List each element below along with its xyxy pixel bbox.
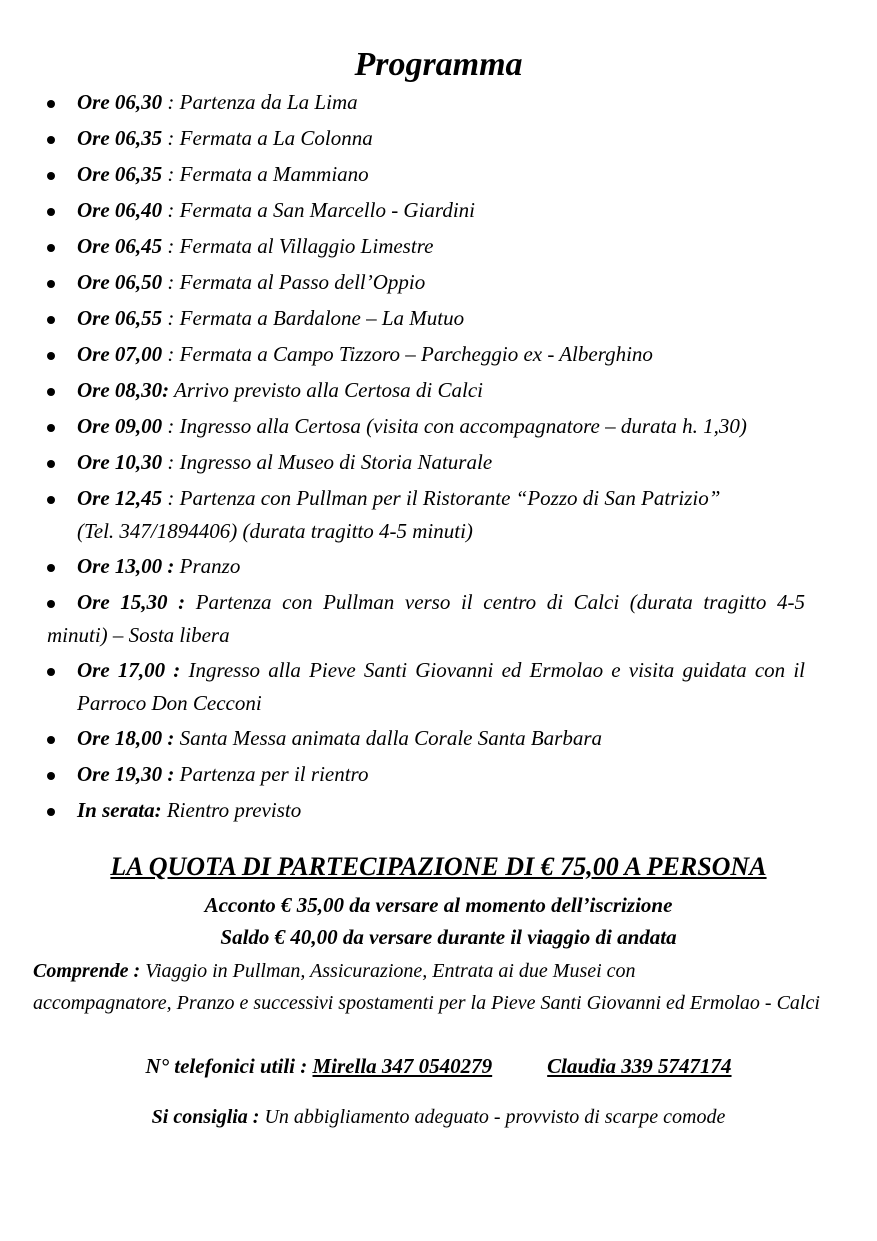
schedule-text-continued: Parroco Don Cecconi	[77, 691, 262, 715]
bullet-icon	[47, 772, 55, 780]
schedule-line	[77, 654, 805, 687]
schedule-item	[0, 482, 877, 550]
phone-contact-mirella: Mirella 347 0540279	[312, 1054, 493, 1078]
schedule-item	[0, 446, 877, 482]
schedule-list	[0, 86, 877, 830]
schedule-time: Ore 12,45	[77, 486, 163, 510]
schedule-separator: :	[162, 162, 180, 186]
schedule-text: Pranzo	[179, 554, 241, 578]
schedule-separator: :	[162, 450, 180, 474]
schedule-text: Ingresso alla Certosa (visita con accompagnatore – durata h. 1,30)	[179, 414, 747, 438]
schedule-item	[0, 722, 877, 758]
bullet-icon	[47, 600, 55, 608]
bullet-icon	[47, 352, 55, 360]
schedule-text: Fermata a San Marcello - Giardini	[179, 198, 475, 222]
schedule-item	[0, 410, 877, 446]
schedule-item	[0, 122, 877, 158]
schedule-text: Fermata a Bardalone – La Mutuo	[179, 306, 465, 330]
schedule-time: Ore 09,00	[77, 414, 163, 438]
balance-line: Saldo € 40,00 da versare durante il viaggio di andata	[220, 925, 677, 949]
bullet-icon	[47, 172, 55, 180]
schedule-separator: :	[162, 306, 180, 330]
schedule-separator: :	[162, 198, 180, 222]
schedule-time: Ore 19,30 :	[77, 762, 175, 786]
bullet-icon	[47, 668, 55, 676]
schedule-time: Ore 06,50	[77, 270, 163, 294]
schedule-time: Ore 06,30	[77, 90, 163, 114]
includes-text-line2: accompagnatore, Pranzo e successivi spostamenti per la Pieve Santi Giovanni ed Ermolao - Calci	[33, 992, 820, 1014]
includes-text-line1: Viaggio in Pullman, Assicurazione, Entrata ai due Musei con	[145, 960, 636, 982]
schedule-time: Ore 13,00 :	[77, 554, 175, 578]
schedule-item	[0, 230, 877, 266]
schedule-time: In serata:	[77, 798, 162, 822]
schedule-separator: :	[162, 342, 180, 366]
phone-label: N° telefonici utili :	[145, 1054, 308, 1078]
phone-numbers	[0, 1051, 877, 1081]
schedule-item	[0, 758, 877, 794]
schedule-item	[0, 86, 877, 122]
schedule-time: Ore 17,00 :	[77, 658, 181, 682]
bullet-icon	[47, 100, 55, 108]
schedule-separator: :	[162, 126, 180, 150]
schedule-text: Rientro previsto	[166, 798, 302, 822]
advice-line	[0, 1102, 877, 1132]
bullet-icon	[47, 564, 55, 572]
schedule-time: Ore 07,00	[77, 342, 163, 366]
schedule-item	[0, 266, 877, 302]
schedule-item	[0, 374, 877, 410]
schedule-separator: :	[162, 270, 180, 294]
schedule-time: Ore 06,35	[77, 126, 163, 150]
schedule-item	[0, 194, 877, 230]
schedule-item	[0, 586, 877, 654]
schedule-line	[47, 586, 805, 619]
schedule-item	[0, 158, 877, 194]
schedule-time: Ore 06,40	[77, 198, 163, 222]
schedule-item	[0, 794, 877, 830]
schedule-item	[0, 654, 877, 722]
schedule-text: Partenza da La Lima	[179, 90, 358, 114]
page-title: Programma	[354, 46, 523, 83]
schedule-time: Ore 06,35	[77, 162, 163, 186]
bullet-icon	[47, 496, 55, 504]
schedule-text: Ingresso alla Pieve Santi Giovanni ed Ermolao e visita guidata con il	[188, 658, 805, 682]
schedule-text: Santa Messa animata dalla Corale Santa Barbara	[179, 726, 602, 750]
schedule-time: Ore 18,00 :	[77, 726, 175, 750]
schedule-text: Fermata al Villaggio Limestre	[179, 234, 434, 258]
schedule-item	[0, 338, 877, 374]
schedule-item	[0, 550, 877, 586]
schedule-time: Ore 15,30 :	[77, 590, 186, 614]
deposit-line: Acconto € 35,00 da versare al momento dell’iscrizione	[204, 893, 673, 917]
schedule-text: Partenza con Pullman per il Ristorante “Pozzo di San Patrizio”	[179, 486, 721, 510]
bullet-icon	[47, 316, 55, 324]
schedule-item	[0, 302, 877, 338]
schedule-time: Ore 08,30:	[77, 378, 170, 402]
advice-label: Si consiglia :	[151, 1106, 260, 1128]
schedule-text: Ingresso al Museo di Storia Naturale	[179, 450, 493, 474]
schedule-time: Ore 10,30	[77, 450, 163, 474]
schedule-separator: :	[162, 90, 180, 114]
schedule-separator: :	[162, 486, 180, 510]
schedule-time: Ore 06,55	[77, 306, 163, 330]
schedule-text: Arrivo previsto alla Certosa di Calci	[174, 378, 483, 402]
schedule-separator: :	[162, 414, 180, 438]
schedule-text: Fermata a La Colonna	[179, 126, 373, 150]
bullet-icon	[47, 424, 55, 432]
includes-section	[33, 955, 843, 1019]
bullet-icon	[47, 280, 55, 288]
schedule-text-continued: minuti) – Sosta libera	[47, 623, 230, 647]
bullet-icon	[47, 208, 55, 216]
schedule-separator: :	[162, 234, 180, 258]
schedule-text-continued: (Tel. 347/1894406) (durata tragitto 4-5 minuti)	[77, 519, 473, 543]
bullet-icon	[47, 460, 55, 468]
bullet-icon	[47, 808, 55, 816]
price-heading: LA QUOTA DI PARTECIPAZIONE DI € 75,00 A PERSONA	[110, 852, 767, 881]
bullet-icon	[47, 136, 55, 144]
bullet-icon	[47, 388, 55, 396]
includes-label: Comprende :	[33, 960, 141, 982]
schedule-text: Fermata a Mammiano	[179, 162, 369, 186]
schedule-text: Fermata al Passo dell’Oppio	[179, 270, 426, 294]
schedule-text: Fermata a Campo Tizzoro – Parcheggio ex - Alberghino	[179, 342, 653, 366]
schedule-time: Ore 06,45	[77, 234, 163, 258]
schedule-text: Partenza con Pullman verso il centro di Calci (durata tragitto 4-5	[195, 590, 805, 614]
bullet-icon	[47, 736, 55, 744]
schedule-text: Partenza per il rientro	[179, 762, 369, 786]
phone-contact-claudia: Claudia 339 5747174	[547, 1054, 732, 1078]
bullet-icon	[47, 244, 55, 252]
advice-text: Un abbigliamento adeguato - provvisto di scarpe comode	[264, 1106, 726, 1128]
schedule-separator	[185, 590, 196, 614]
